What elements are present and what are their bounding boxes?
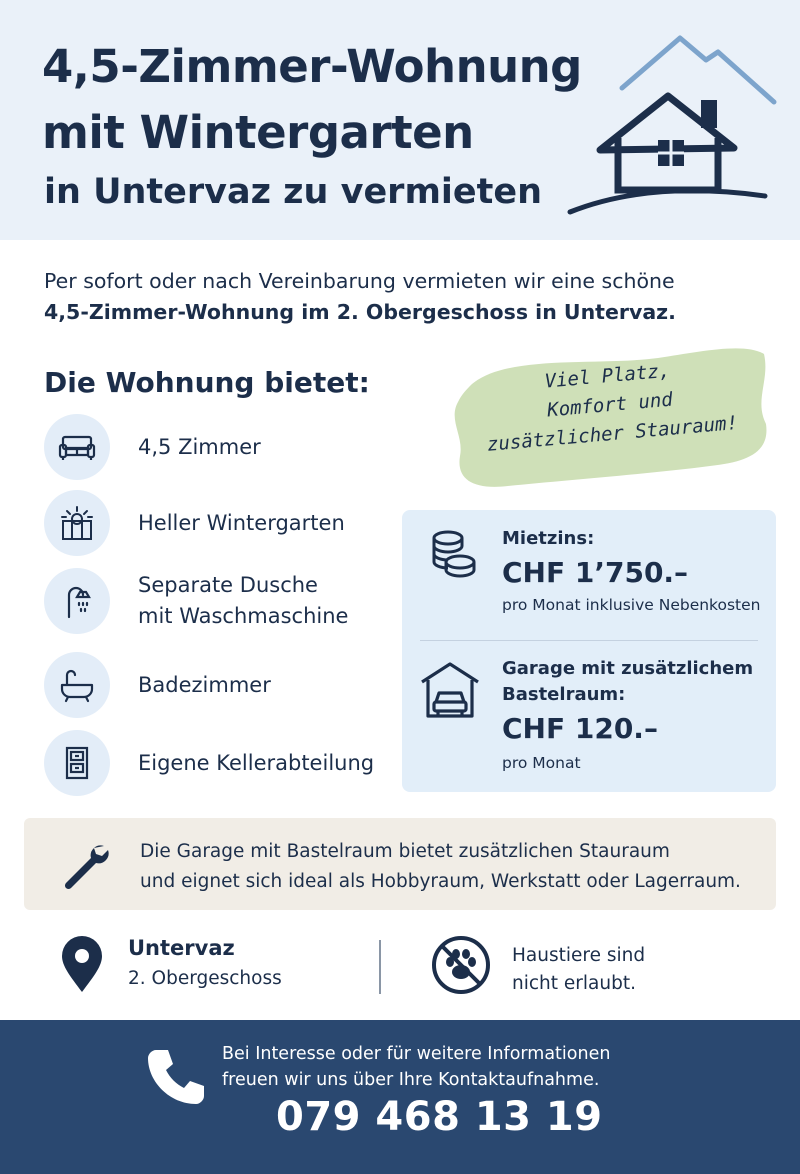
- shower-icon: [44, 568, 110, 634]
- feature-item-bathroom: [44, 652, 271, 718]
- wrench-icon: [58, 838, 112, 892]
- contact-line-2: freuen wir uns über Ihre Kontaktaufnahme.: [222, 1070, 600, 1090]
- feature-item-shower: [44, 568, 348, 634]
- features-heading: Die Wohnung bietet:: [44, 366, 370, 399]
- highlight-text: Viel Platz, Komfort und zusätzlicher Stauraum!: [486, 359, 739, 456]
- contact-line-1: Bei Interesse oder für weitere Informationen: [222, 1044, 611, 1064]
- feature-item-rooms: [44, 414, 261, 480]
- garage-label-line-2: Bastelraum:: [502, 684, 626, 705]
- garage-price: CHF 120.–: [502, 712, 658, 745]
- rent-note: pro Monat inklusive Nebenkosten: [502, 596, 761, 614]
- feature-label: Separate Dusche mit Waschmaschine: [138, 573, 349, 628]
- bathtub-icon: [44, 652, 110, 718]
- price-card: [402, 510, 776, 792]
- pets-text: Haustiere sind nicht erlaubt.: [512, 945, 646, 994]
- location-title: Untervaz: [128, 936, 235, 960]
- feature-item-cellar: [44, 730, 374, 796]
- header-banner: [0, 0, 800, 240]
- no-pets-icon: [430, 934, 492, 996]
- cabinet-icon: [44, 730, 110, 796]
- feature-label: Eigene Kellerabteilung: [138, 750, 375, 775]
- house-mountain-icon: [560, 30, 790, 220]
- garage-label-line-1: Garage mit zusätzlichem: [502, 658, 754, 679]
- title-line-1: 4,5-Zimmer-Wohnung: [42, 40, 582, 93]
- feature-label: Badezimmer: [138, 672, 271, 697]
- phone-icon: [144, 1046, 206, 1108]
- title-line-2: mit Wintergarten: [42, 106, 474, 159]
- coins-icon: [424, 526, 480, 582]
- title-line-3: in Untervaz zu vermieten: [44, 172, 543, 212]
- intro-line-1: Per sofort oder nach Vereinbarung vermieten wir eine schöne: [44, 269, 675, 293]
- feature-label: 4,5 Zimmer: [138, 434, 261, 459]
- feature-label: Heller Wintergarten: [138, 510, 345, 535]
- card-divider: [420, 640, 758, 641]
- phone-number[interactable]: 079 468 13 19: [276, 1094, 603, 1140]
- intro-line-2: 4,5-Zimmer-Wohnung im 2. Obergeschoss in Untervaz.: [44, 300, 676, 324]
- intro-text: [44, 266, 764, 328]
- rent-label: Mietzins:: [502, 528, 595, 549]
- sofa-icon: [44, 414, 110, 480]
- location-pin-icon: [56, 934, 108, 994]
- garage-car-icon: [418, 658, 482, 722]
- section-divider: [379, 940, 381, 994]
- garage-info-text: Die Garage mit Bastelraum bietet zusätzlichen Stauraum und eignet sich ideal als Hobbyraum, Werkstatt oder Lagerraum.: [140, 841, 741, 892]
- garage-info-box: [24, 818, 776, 910]
- garage-note: pro Monat: [502, 754, 581, 772]
- feature-item-wintergarden: [44, 490, 345, 556]
- sun-window-icon: [44, 490, 110, 556]
- contact-footer: [0, 1020, 800, 1174]
- location-floor: 2. Obergeschoss: [128, 968, 282, 989]
- rent-price: CHF 1’750.–: [502, 556, 689, 589]
